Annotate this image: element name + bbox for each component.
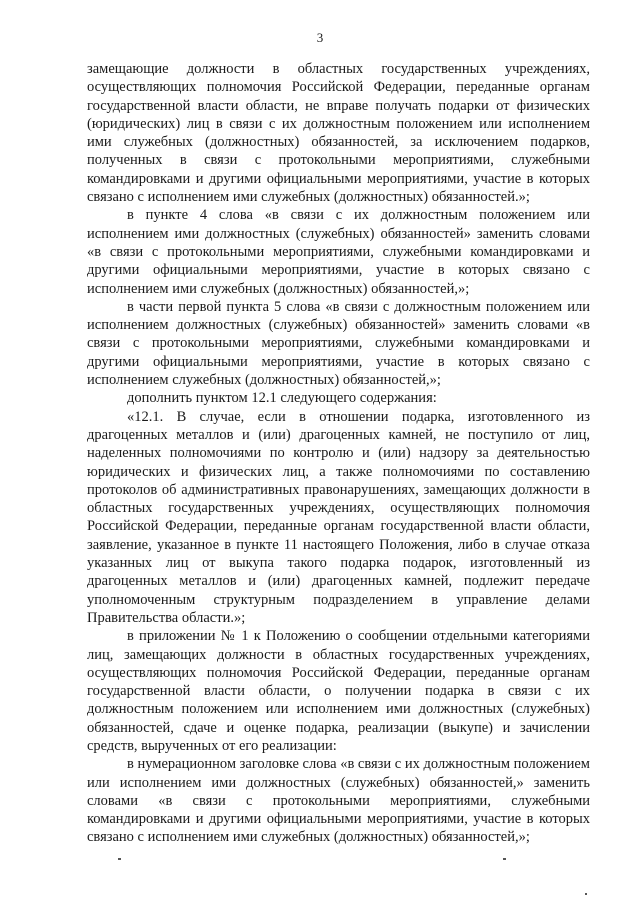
paragraph-point-5: в части первой пункта 5 слова «в связи с должностным положением или исполнением должностных (служебных) обязанностей» заменить словами «в связи с протокольными мероприятиями, служебными командировками и другими официальными мероприятиями, участие в которых связано с исполнением служебных (должностных) обязанностей,»; — [87, 298, 590, 389]
paragraph-heading-change: в нумерационном заголовке слова «в связи с их должностным положением или исполнением ими должностных (служебных) обязанностей,» заменить словами «в связи с протокольными мероприятиями, служебными командировками и другими официальными мероприятиями, участие в которых связано с исполнением ими служебных (должностных) обязанностей,»; — [87, 756, 590, 846]
paragraph-12-1-text: «12.1. В случае, если в отношении подарка, изготовленного из драгоценных металлов и (или) драгоценных камней, не поступило от лиц, наделенных полномочиями по контролю и (или) надзору за деятельностью юридических и физических лиц, а также полномочиями по составлению протоколов об административных правонарушениях, замещающих должности в областных государственных учреждениях, осуществляющих полномочия Российской Федерации, переданные органам государственной власти области, заявление, указанное в пункте 11 настоящего Положения, либо в случае отказа указанных лиц от выкупа такого подарка подарок, изготовленный из драгоценных металлов и (или) драгоценных камней, подлежит передаче уполномоченным структурным подразделением в управление делами Правительства области.»; — [87, 408, 590, 626]
document-body — [87, 60, 590, 847]
scan-speck — [585, 893, 587, 895]
paragraph-add-12-1: дополнить пунктом 12.1 следующего содержания: — [127, 390, 437, 407]
paragraph-continuation: замещающие должности в областных государственных учреждениях, осуществляющих полномочия Российской Федерации, переданные органам государственной власти области, не вправе получать подарки от физических (юридических) лиц в связи с их должностным положением или исполнением ими служебных (должностных) обязанностей, за исключением подарков, полученных в связи с протокольными мероприятиями, служебными командировками и другими официальными мероприятиями, участие в которых связано с исполнением ими служебных (должностных) обязанностей.»; — [87, 61, 590, 206]
page-number: 3 — [316, 30, 324, 45]
paragraph-appendix-1: в приложении № 1 к Положению о сообщении отдельными категориями лиц, замещающих должности в областных государственных учреждениях, осуществляющих полномочия Российской Федерации, переданные органам государственной власти области, о получении подарка в связи с их должностным положением или исполнением ими должностных (служебных) обязанностей, сдаче и оценке подарка, реализации (выкупе) и зачислении средств, вырученных от его реализации: — [87, 628, 590, 754]
scan-speck — [118, 858, 121, 860]
scan-speck — [503, 858, 506, 860]
paragraph-point-4: в пункте 4 слова «в связи с их должностным положением или исполнением ими должностных (служебных) обязанностей» заменить словами «в связи с протокольными мероприятиями, служебными командировками и другими официальными мероприятиями, участие в которых связано с исполнением ими служебных (должностных) обязанностей,»; — [87, 207, 590, 297]
